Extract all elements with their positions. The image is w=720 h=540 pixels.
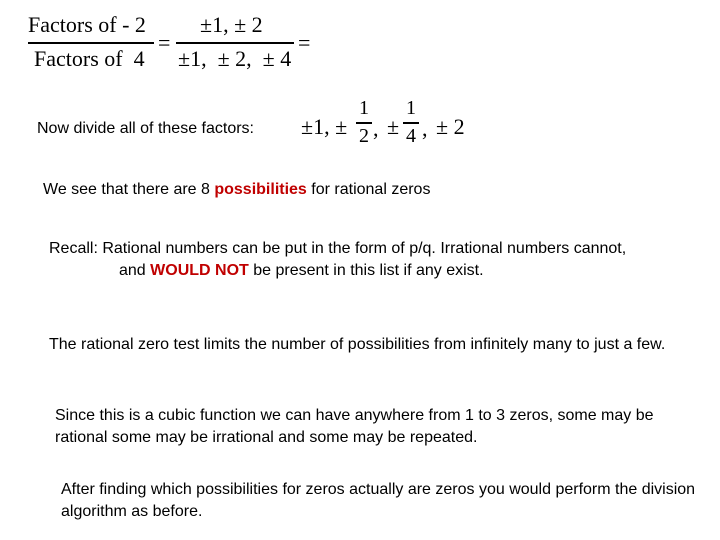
possibilities-post: for rational zeros (306, 181, 431, 198)
recall-line2-post: be present in this list if any exist. (248, 262, 484, 279)
possibilities-highlight: possibilities (214, 181, 307, 198)
divide-instruction: Now divide all of these factors: (37, 120, 254, 137)
recall-line-1: Recall: Rational numbers can be put in the form of p/q. Irrational numbers cannot, (49, 240, 627, 257)
comma-1: , (373, 116, 379, 141)
fraction-one-quarter-numerator: 1 (406, 97, 416, 119)
fraction-one-half (356, 98, 372, 148)
fraction-one-half-bar (356, 122, 372, 124)
equals-sign-2: = (298, 30, 311, 55)
numerator-label: Factors of - 2 (28, 12, 146, 37)
possibilities-statement (43, 179, 683, 201)
plus-minus-two: ± 2 (436, 114, 465, 139)
plus-minus-one: ±1, ± (301, 114, 348, 139)
fraction-bar-values (176, 42, 294, 44)
denominator-values: ±1, ± 2, ± 4 (178, 46, 292, 71)
factors-fraction-equation (28, 10, 328, 76)
fraction-one-quarter (403, 98, 419, 148)
paragraph-rational-zero-test: The rational zero test limits the number of possibilities from infinitely many to just a few. (49, 336, 666, 353)
denominator-label: Factors of 4 (34, 46, 145, 71)
fraction-one-half-denominator: 2 (359, 125, 369, 147)
paragraph-division-algorithm: After finding which possibilities for zeros actually are zeros you would perform the division algorithm as before. (61, 481, 696, 520)
numerator-values: ±1, ± 2 (200, 12, 263, 37)
comma-2: , (422, 116, 428, 141)
possibilities-pre: We see that there are 8 (43, 181, 215, 198)
plus-minus-2: ± (387, 114, 400, 139)
recall-line2-pre: and (119, 262, 151, 279)
fraction-bar-labels (28, 42, 154, 44)
fraction-one-half-numerator: 1 (359, 97, 369, 119)
paragraph-cubic-function: Since this is a cubic function we can have anywhere from 1 to 3 zeros, some may be rational some may be irrational and some may be repeated. (55, 407, 654, 446)
recall-highlight: WOULD NOT (150, 262, 249, 279)
recall-line-2 (119, 260, 699, 282)
equals-sign-1: = (158, 30, 171, 55)
fraction-one-quarter-denominator: 4 (406, 125, 416, 147)
fraction-one-quarter-bar (403, 122, 419, 124)
